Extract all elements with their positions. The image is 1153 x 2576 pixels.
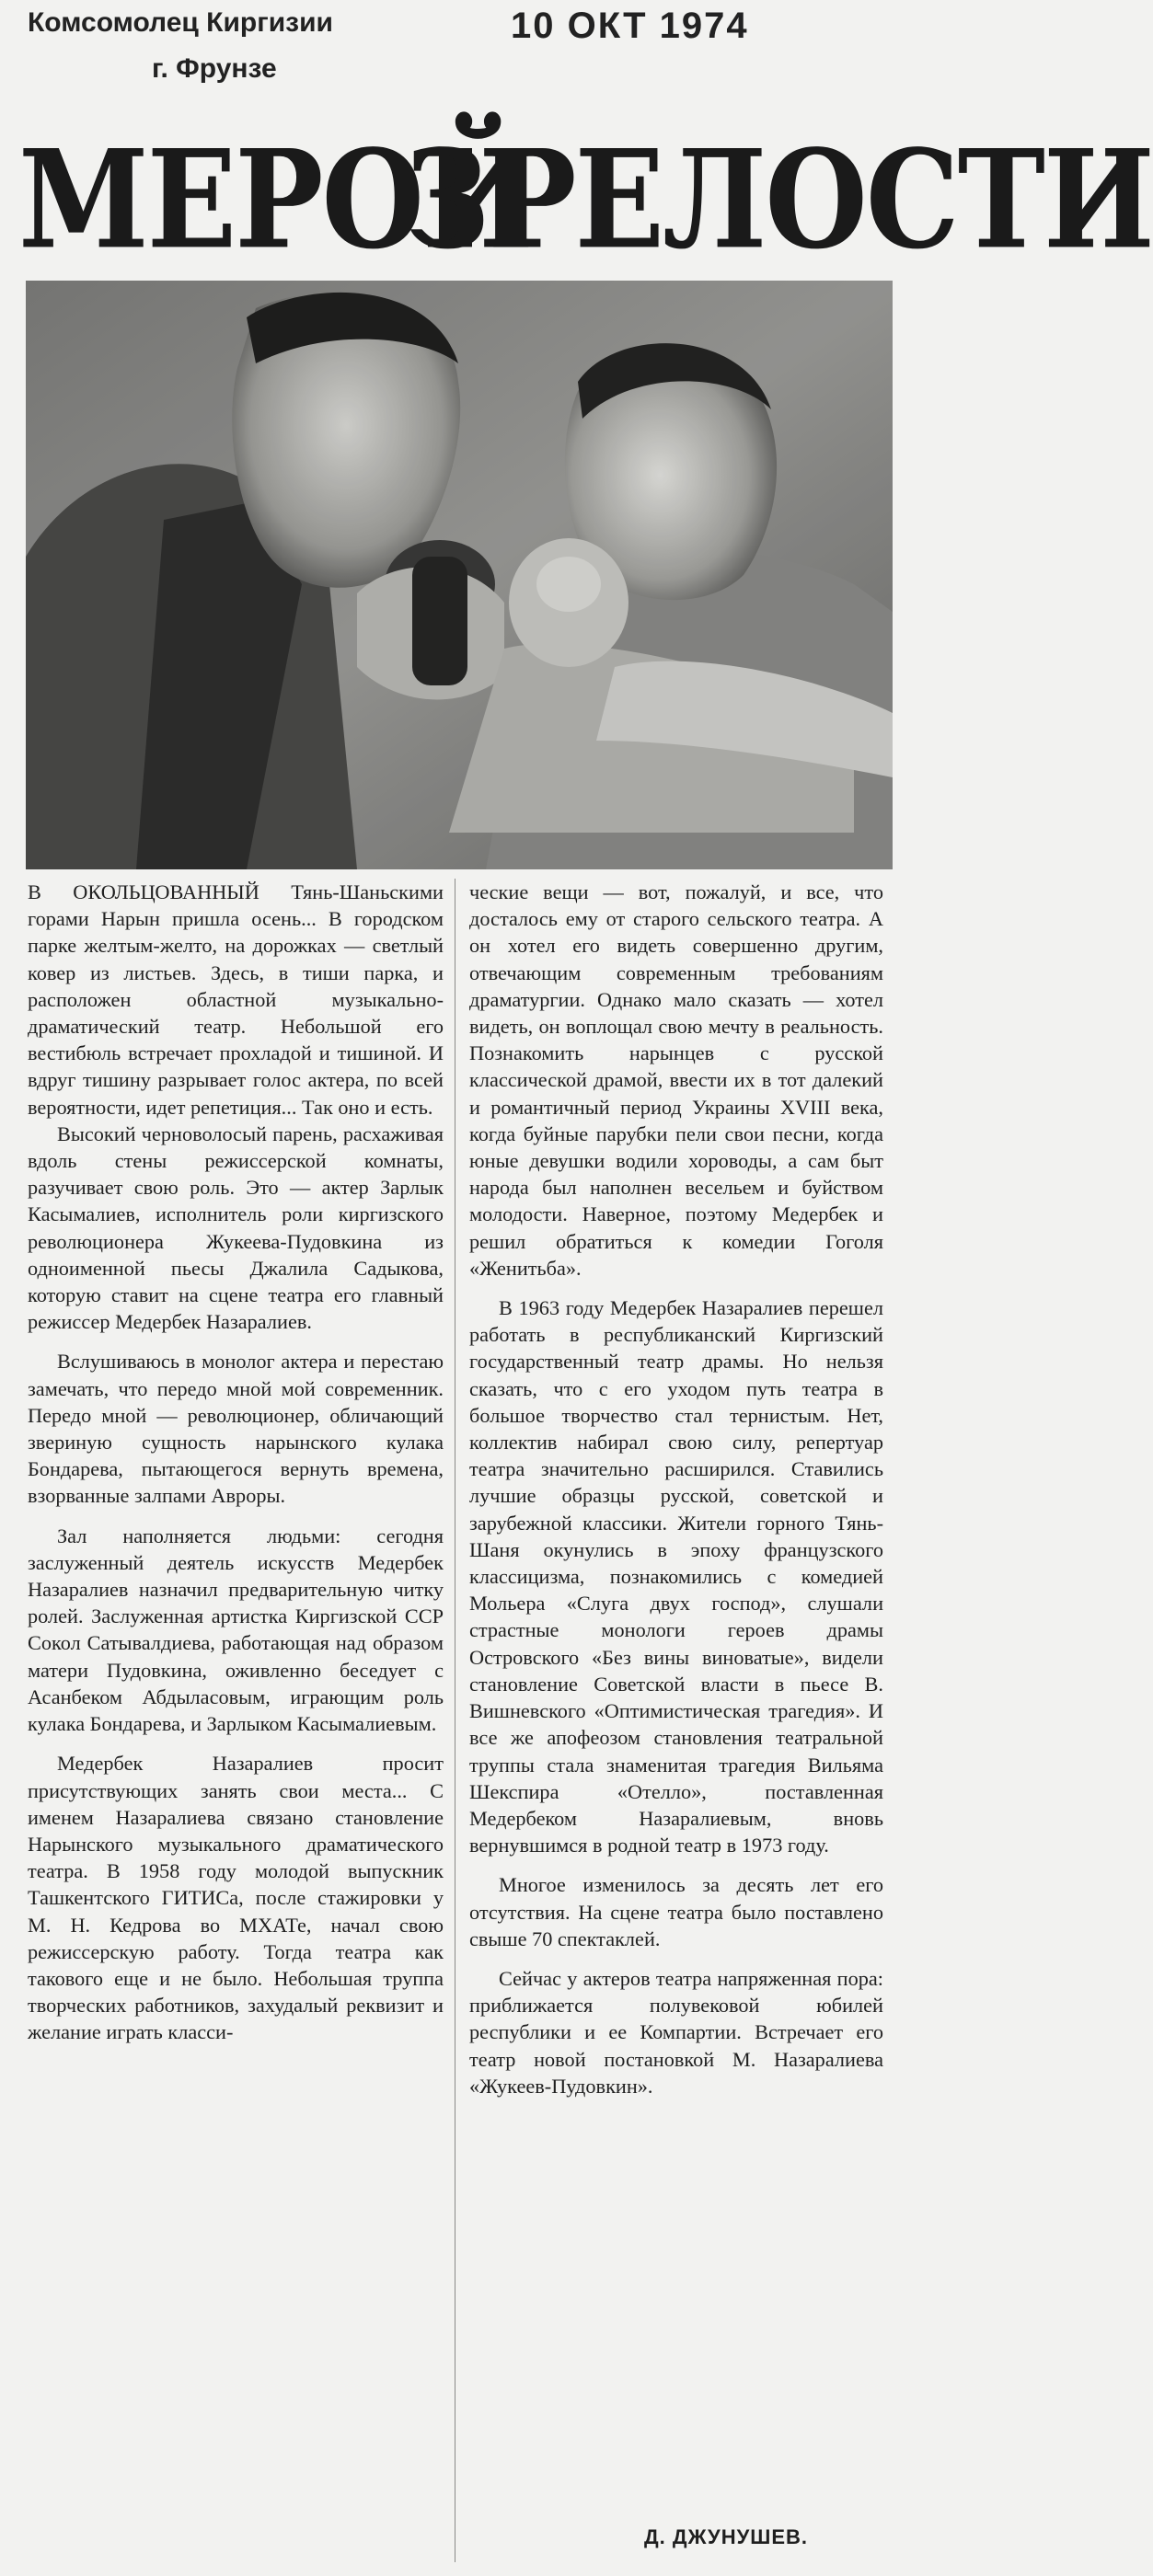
paragraph: ческие вещи — вот, пожалуй, и все, что досталось ему от старого сельского театра. А он хотел его видеть совершенно другим, отвечающим современным требованиям драматургии. Однако мало сказать — хотел видеть, он воплощал свою мечту в реальность. Познакомить нарынцев с русской классической драмой, ввести их в тот далекий и романтичный период Украины XVIII века, когда буйные парубки пели свои песни, когда юные девушки водили хороводы, а сам быт народа был наполнен весельем и буйством молодости. Наверное, поэтому Медербек и решил обратиться к комедии Гоголя «Женитьба». [469,880,883,1280]
paragraph: Зал наполняется людьми: сегодня заслуженный деятель искусств Медербек Назаралиев назначил предварительную читку ролей. Заслуженная артистка Киргизской ССР Сокол Сатывалдиева, работающая над образом матери Пудовкина, оживленно беседует с Асанбеком Абдыласовым, играющим роль кулака Бондарева, и Зарлыком Касымалиевым. [28,1524,444,1736]
paragraph: Сейчас у актеров театра напряженная пора: приближается полувековой юбилей республики и ее Компартии. Встречает его театр новой постановкой М. Назаралиева «Жукеев-Пудовкин». [469,1966,883,2098]
article-column-left [28,879,444,2046]
article-headline [18,110,1153,291]
headline-word-1: МЕРОЙ [18,121,532,280]
city-stamp: г. Фрунзе [152,53,277,84]
photo-illustration [26,281,893,869]
paragraph: Вслушиваюсь в монолог актера и перестаю замечать, что передо мной мой современник. Передо мной — революционер, обличающий звериную сущность нарынского кулака Бондарева, пытающегося вернуть времена, взорванные залпами Авроры. [28,1350,444,1508]
paragraph: В 1963 году Медербек Назаралиев перешел работать в республиканский Киргизский государственный театр драмы. Но нельзя сказать, что с его уходом путь театра в большое творчество стал тернистым. Нет, коллектив набирал свою силу, репертуар театра значительно расширился. Ставились лучшие образцы русской, советской и зарубежной классики. Жители горного Тянь-Шаня окунулись в эпоху французского классицизма, познакомились с комедией Мольера «Слуга двух господ», слушали страстные монологи героев драмы Островского «Без вины виноватые», видели становление Советской власти в пьесе В. Вишневского «Оптимистическая трагедия». И все же апофеозом становления театральной труппы стала знаменитая трагедия Вильяма Шекспира «Отелло», поставленная Медербеком Назаралиевым, вновь вернувшимся в родной театр в 1973 году. [469,1296,883,1857]
paragraph: Высокий черноволосый парень, расхаживая вдоль стены режиссерской комнаты, разучивает свою роль. Это — актер Зарлык Касымалиев, исполнитель роли киргизского революционера Жукеева-Пудовкина из одноименной пьесы Джалила Садыкова, которую ставит на сцене театра его главный режиссер Медербек Назаралиев. [28,1121,444,1334]
paragraph: Медербек Назаралиев просит присутствующих занять свои места... С именем Назаралиева связано становление Нарынского музыкального драматического театра. В 1958 году молодой выпускник Ташкентского ГИТИСа, после стажировки у М. Н. Кедрова во МХАТе, начал свою режиссерскую работу. Тогда театра как такового еще и не было. Небольшая труппа творческих работников, захудалый реквизит и желание играть класси- [28,1752,444,2044]
photo-two-men-icon [26,281,893,869]
date-stamp: 10 ОКТ 1974 [511,6,749,46]
article-column-right [469,879,883,2099]
headline-word-2: ЗРЕЛОСТИ [405,121,1153,280]
paragraph: В ОКОЛЬЦОВАННЫЙ Тянь-Шаньскими горами Нарын пришла осень... В городском парке желтым-желто, на дорожках — светлый ковер из листьев. Здесь, в тиши парка, и расположен областной музыкально-драматический театр. Небольшой его вестибюль встречает прохладой и тишиной. И вдруг тишину разрывает голос актера, по всей вероятности, идет репетиция... Так оно и есть. [28,880,444,1119]
newspaper-name-stamp: Комсомолец Киргизии [28,7,333,38]
paragraph: Многое изменилось за десять лет его отсутствия. На сцене театра было поставлено свыше 70 спектаклей. [469,1873,883,1950]
author-signature: Д. ДЖУНУШЕВ. [644,2525,809,2548]
